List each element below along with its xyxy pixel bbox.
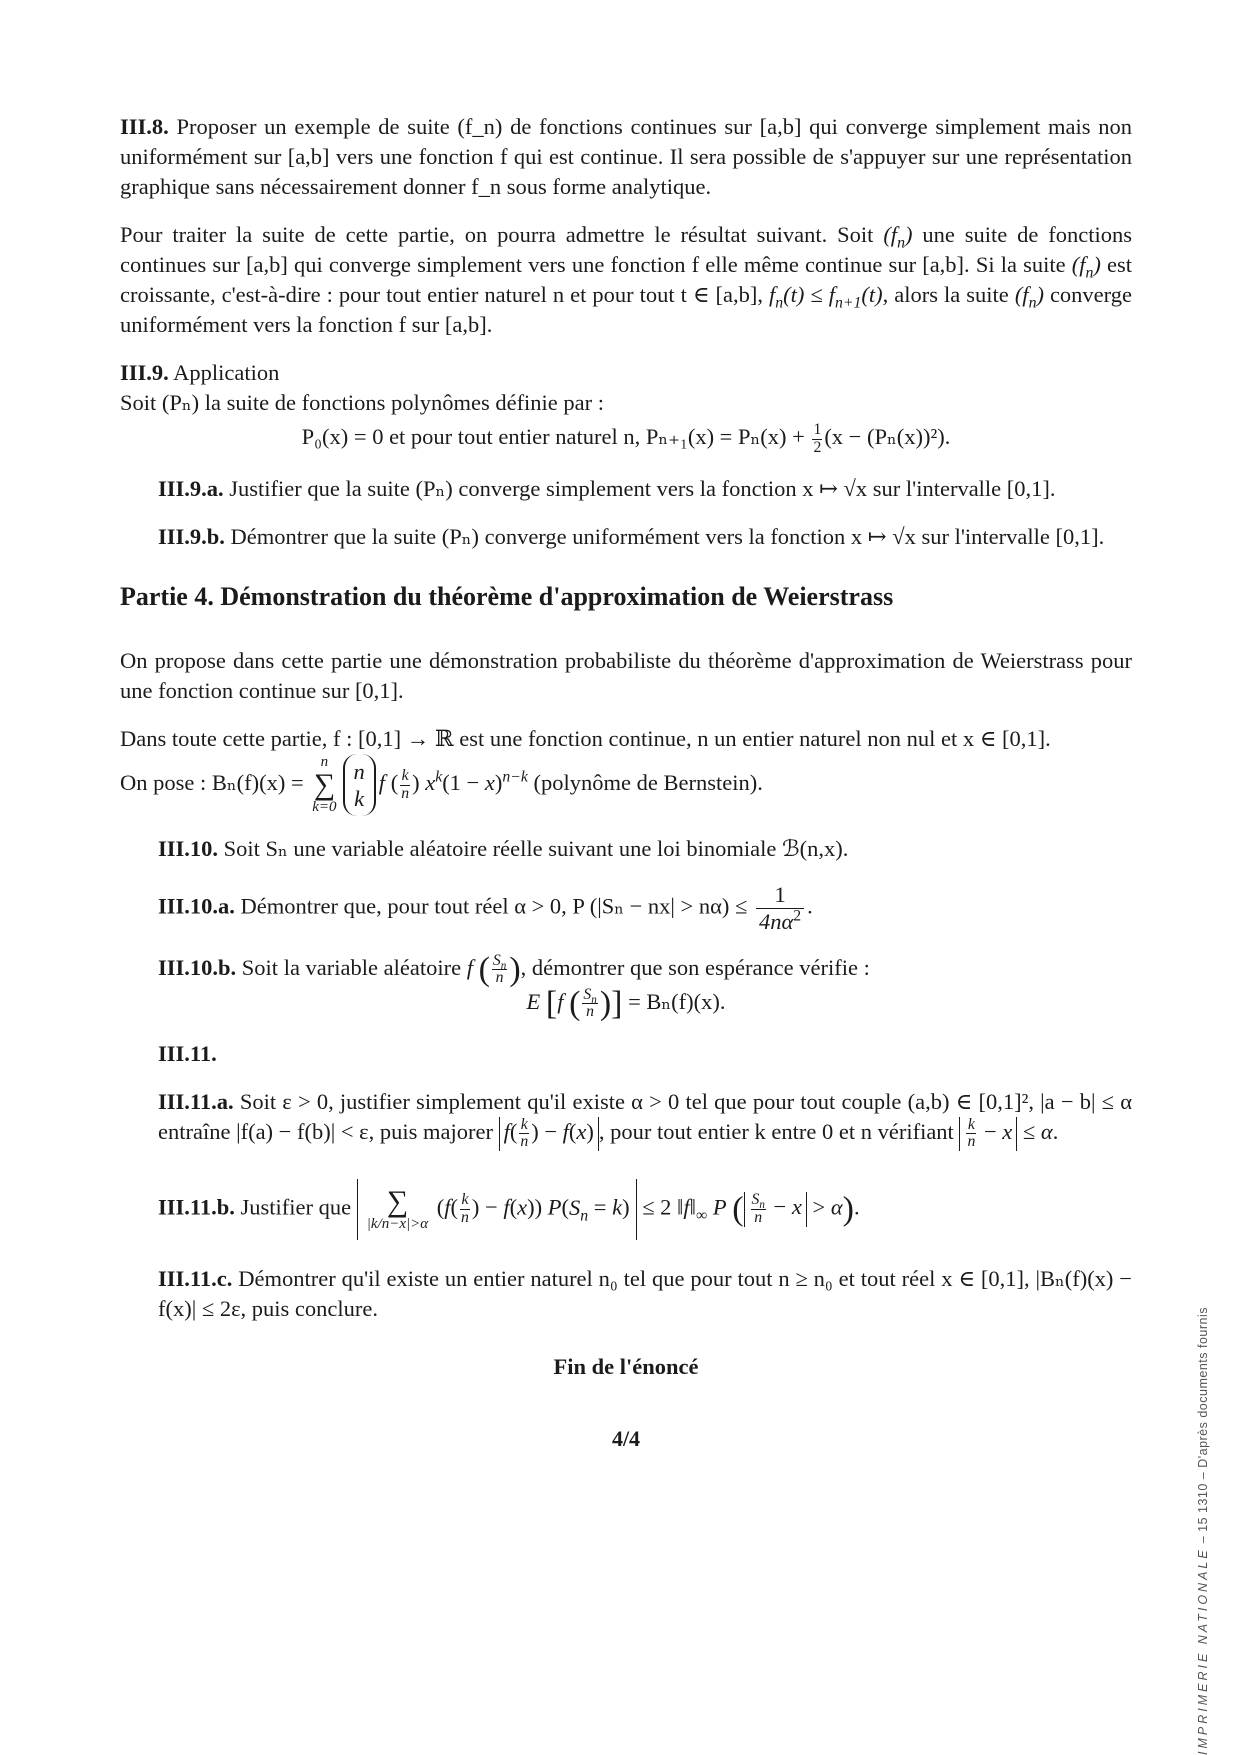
question-III10	[120, 834, 1132, 864]
question-text: Soit ε > 0, justifier simplement qu'il existe α > 0 tel que pour tout couple (a,b) ∈ [0,1]², |a − b| ≤ α entraîne |f(a) − f(b)| < ε, puis majorer	[158, 1088, 1132, 1145]
dini-text-5: converge uniformément vers la fonction f sur [a,b].	[120, 282, 1132, 337]
question-label: III.11.c.	[158, 1266, 233, 1291]
dini-text-2: une suite de fonctions continues sur [a,b] qui converge simplement vers une fonction f elle même continue sur [a,b]. Si la suite	[120, 222, 1132, 277]
abs-value-expression: f( $\frac{k}{n}$ ) − f(x)	[499, 1117, 599, 1151]
question-title: Application	[168, 360, 280, 385]
question-text: Justifier que	[234, 1194, 357, 1220]
question-III10a: III.10.a. Démontrer que, pour tout réel α > 0, P (|Sₙ − nx| > nα) ≤ $\frac{1}{4n\alpha^2}$ .	[158, 882, 813, 934]
math-inequality: $f_n(t) \le f_{n+1}(t)$	[769, 282, 883, 312]
fraction-one-over-4n-alpha2: $\frac{1}{4n\alpha^2}$	[756, 882, 804, 935]
sum-symbol: n ∑ k=0	[312, 754, 337, 816]
question-III11a: III.11.a. Soit ε > 0, justifier simplement qu'il existe α > 0 tel que pour tout couple (a,b) ∈ [0,1]², |a − b| ≤ α entraîne |f(a) − f(b)| < ε, puis majorer f( $\frac{k}{n}$ ) − f(x) , pour tout entier k entre 0 et n vérifiant $\frac{k}{n}$ − x ≤ α.	[158, 1088, 1132, 1151]
question-label: III.10.a.	[158, 893, 235, 919]
math-fn: $(f_n)$	[1071, 252, 1101, 282]
printer-ref: – 15 1310 – D'après documents fournis	[1196, 1307, 1210, 1548]
page-content	[120, 112, 1132, 1454]
question-text-2: , démontrer que son espérance vérifie :	[520, 955, 870, 980]
end-of-statement: Fin de l'énoncé	[553, 1354, 699, 1379]
question-label: III.10.	[158, 836, 219, 862]
question-III11c	[120, 1264, 1132, 1324]
fraction-one-half: $\frac{1}{2}$	[813, 421, 822, 456]
formula-part-b: (x − (Pₙ(x))²).	[824, 424, 951, 450]
bernstein-definition: On pose : Bₙ(f)(x) = n ∑ k=0 n k f ( $\frac{k}{n}$ ) $x^k(1 - x)^{n-k}$ (polynôme de Bernstein).	[120, 754, 763, 816]
page-number: 4/4	[611, 1426, 641, 1451]
dini-text-4: , alors la suite	[882, 282, 1015, 307]
formula-part-a: P₀(x) = 0 et pour tout entier naturel n, Pₙ₊₁(x) = Pₙ(x) +	[301, 424, 811, 450]
fraction-Sn-over-n: $\frac{S_n}{n}$	[583, 985, 597, 1021]
binomial-coefficient: n k	[343, 754, 376, 816]
question-text: Démontrer qu'il existe un entier naturel n₀ tel que pour tout n ≥ n₀ et tout réel x ∈ [0,1], |Bₙ(f)(x) − f(x)| ≤ 2ε, puis conclure.	[158, 1266, 1132, 1321]
question-label: III.8.	[120, 114, 169, 139]
dini-theorem-paragraph	[120, 220, 1132, 340]
question-III11	[120, 1039, 1132, 1069]
question-III9-intro: Soit (Pₙ) la suite de fonctions polynômes définie par :	[120, 390, 605, 415]
question-label: III.11.	[158, 1040, 217, 1066]
question-text: Démontrer que la suite (Pₙ) converge uniformément vers la fonction x ↦ √x sur l'intervalle [0,1].	[224, 524, 1105, 550]
printer-sidebar-note	[1196, 1307, 1210, 1755]
fraction-Sn-over-n: $\frac{S_n}{n}$	[492, 951, 507, 987]
dini-text-1: Pour traiter la suite de cette partie, on pourra admettre le résultat suivant. Soit	[120, 222, 884, 247]
question-text: Soit Sₙ une variable aléatoire réelle suivant une loi binomiale ℬ(n,x).	[218, 836, 849, 862]
question-label: III.11.b.	[158, 1194, 235, 1220]
question-text: Démontrer que, pour tout réel α > 0, P (|Sₙ − nx| > nα) ≤	[234, 893, 753, 919]
question-III8	[120, 112, 1132, 202]
question-label: III.11.a.	[158, 1088, 234, 1114]
formula-tail: = Bₙ(f)(x).	[622, 989, 726, 1015]
question-III11b: III.11.b. Justifier que ∑ |k/n−x|>α (f( $\frac{k}{n}$ ) − f(x)) $P(S_n = k) \le 2$ $‖f‖_\infty$ P ( $\frac{S_n}{n}$ − x > α).	[120, 1179, 1132, 1240]
expectation-formula: E [f ( $\frac{S_n}{n}$ )] = Bₙ(f)(x).	[526, 984, 726, 1022]
printer-name: IMPRIMERIE NATIONALE	[1196, 1547, 1210, 1755]
question-III9a	[120, 474, 1132, 504]
bernstein-term: f	[378, 770, 386, 796]
math-fn: $(f_n)$	[1014, 282, 1044, 312]
sum-abs-expression: ∑ |k/n−x|>α (f( $\frac{k}{n}$ ) − f(x)) $P(S_n = k)$	[357, 1179, 637, 1240]
dini-text-3: est croissante, c'est-à-dire : pour tout entier naturel n et pour tout t ∈ [a,b],	[120, 252, 1132, 307]
recurrence-formula	[120, 422, 1132, 456]
on-pose-text: On pose : Bₙ(f)(x) =	[120, 770, 310, 796]
math-fn: $(f_n)$	[883, 222, 913, 252]
question-text: Soit la variable aléatoire	[236, 955, 467, 980]
question-III9b	[120, 522, 1132, 552]
question-text-2: , pour tout entier k entre 0 et n vérifiant	[598, 1119, 960, 1145]
fraction-k-over-n: $\frac{k}{n}$	[401, 767, 410, 802]
section-heading-part4: Partie 4. Démonstration du théorème d'approximation de Weierstrass	[120, 582, 894, 612]
part4-intro: On propose dans cette partie une démonstration probabiliste du théorème d'approximation de Weierstrass pour une fonction continue sur [0,1].	[120, 648, 1132, 704]
question-text: Proposer un exemple de suite (f_n) de fonctions continues sur [a,b] qui converge simplement mais non uniformément sur [a,b] vers une fonction f qui est continue. Il sera possible de s'appuyer sur une représentation graphique sans nécessairement donner f_n sous forme analytique.	[120, 114, 1132, 199]
question-label: III.10.b.	[158, 955, 237, 980]
part4-setup: Dans toute cette partie, f : [0,1] → ℝ est une fonction continue, n un entier naturel non nul et x ∈ [0,1].	[120, 726, 1051, 752]
question-III9	[120, 358, 1132, 388]
question-label: III.9.	[120, 360, 169, 385]
question-III10b: III.10.b. Soit la variable aléatoire f ( $\frac{S_n}{n}$ ), démontrer que son espérance vérifie :	[158, 950, 870, 988]
question-label: III.9.b.	[158, 524, 225, 550]
question-label: III.9.a.	[158, 476, 224, 502]
bernstein-tail: (polynôme de Bernstein).	[527, 770, 763, 796]
question-text: Justifier que la suite (Pₙ) converge simplement vers la fonction x ↦ √x sur l'intervalle [0,1].	[223, 476, 1056, 502]
abs-value-k-over-n-minus-x: $\frac{k}{n}$ − x	[959, 1117, 1017, 1151]
